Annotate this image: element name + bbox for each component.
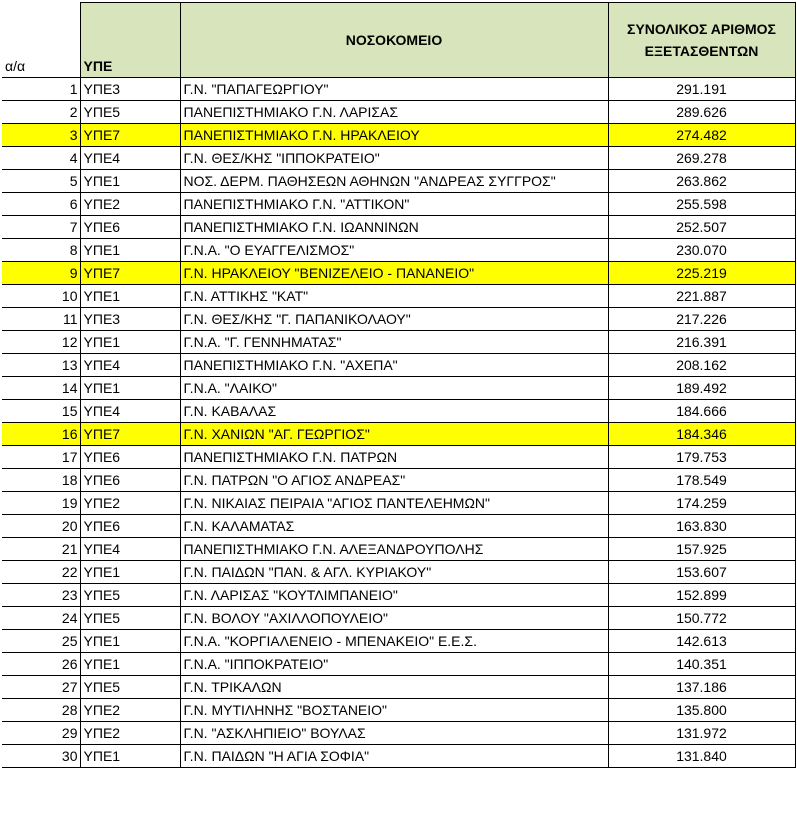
- header-total[interactable]: ΣΥΝΟΛΙΚΟΣ ΑΡΙΘΜΟΣ ΕΞΕΤΑΣΘΕΝΤΩΝ: [608, 3, 795, 78]
- row-index-cell[interactable]: 5: [2, 170, 80, 193]
- table-row: [2, 377, 795, 400]
- row-ype-cell[interactable]: ΥΠΕ5: [80, 607, 180, 630]
- row-hospital-cell[interactable]: Γ.Ν. ΠΑΙΔΩΝ "Η ΑΓΙΑ ΣΟΦΙΑ": [180, 745, 608, 768]
- row-index-cell[interactable]: 3: [2, 124, 80, 147]
- row-ype-cell[interactable]: ΥΠΕ3: [80, 308, 180, 331]
- table-row: [2, 354, 795, 377]
- row-hospital-cell[interactable]: Γ.Ν. ΒΟΛΟΥ "ΑΧΙΛΛΟΠΟΥΛΕΙΟ": [180, 607, 608, 630]
- row-index-cell[interactable]: 15: [2, 400, 80, 423]
- row-hospital-cell[interactable]: Γ.Ν. ΤΡΙΚΑΛΩΝ: [180, 676, 608, 699]
- row-index-cell[interactable]: 30: [2, 745, 80, 768]
- row-total-cell[interactable]: 252.507: [608, 216, 795, 239]
- row-hospital-cell[interactable]: Γ.Ν. ΚΑΒΑΛΑΣ: [180, 400, 608, 423]
- table-row: [2, 699, 795, 722]
- table-row: [2, 285, 795, 308]
- header-row: [2, 3, 795, 78]
- table-row: [2, 446, 795, 469]
- row-hospital-cell[interactable]: Γ.Ν. ΧΑΝΙΩΝ "ΑΓ. ΓΕΩΡΓΙΟΣ": [180, 423, 608, 446]
- row-ype-cell[interactable]: ΥΠΕ4: [80, 147, 180, 170]
- row-index-cell[interactable]: 20: [2, 515, 80, 538]
- row-total-cell[interactable]: 255.598: [608, 193, 795, 216]
- row-total-cell[interactable]: 208.162: [608, 354, 795, 377]
- row-total-cell[interactable]: 131.840: [608, 745, 795, 768]
- row-index-cell[interactable]: 24: [2, 607, 80, 630]
- row-total-cell[interactable]: 142.613: [608, 630, 795, 653]
- row-hospital-cell[interactable]: ΠΑΝΕΠΙΣΤΗΜΙΑΚΟ Γ.Ν. "ΑΧΕΠΑ": [180, 354, 608, 377]
- row-ype-cell[interactable]: ΥΠΕ4: [80, 538, 180, 561]
- row-ype-cell[interactable]: ΥΠΕ7: [80, 124, 180, 147]
- row-ype-cell[interactable]: ΥΠΕ4: [80, 354, 180, 377]
- row-index-cell[interactable]: 26: [2, 653, 80, 676]
- row-index-cell[interactable]: 8: [2, 239, 80, 262]
- table-row: [2, 400, 795, 423]
- row-index-cell[interactable]: 11: [2, 308, 80, 331]
- row-ype-cell[interactable]: ΥΠΕ2: [80, 193, 180, 216]
- header-index[interactable]: α/α: [2, 3, 80, 78]
- row-hospital-cell[interactable]: Γ.Ν.Α. "ΛΑΙΚΟ": [180, 377, 608, 400]
- table-row: [2, 676, 795, 699]
- row-total-cell[interactable]: 263.862: [608, 170, 795, 193]
- row-index-cell[interactable]: 2: [2, 101, 80, 124]
- hospital-table: [2, 2, 796, 768]
- row-hospital-cell[interactable]: Γ.Ν.Α. "Γ. ΓΕΝΝΗΜΑΤΑΣ": [180, 331, 608, 354]
- row-total-cell[interactable]: 135.800: [608, 699, 795, 722]
- row-ype-cell[interactable]: ΥΠΕ1: [80, 745, 180, 768]
- table-row: [2, 561, 795, 584]
- header-ype[interactable]: ΥΠΕ: [80, 3, 180, 78]
- table-row: [2, 331, 795, 354]
- row-total-cell[interactable]: 184.666: [608, 400, 795, 423]
- table-row: [2, 78, 795, 101]
- row-hospital-cell[interactable]: Γ.Ν. ΘΕΣ/ΚΗΣ "ΙΠΠΟΚΡΑΤΕΙΟ": [180, 147, 608, 170]
- row-ype-cell[interactable]: ΥΠΕ1: [80, 239, 180, 262]
- row-ype-cell[interactable]: ΥΠΕ1: [80, 331, 180, 354]
- row-hospital-cell[interactable]: Γ.Ν. ΠΑΤΡΩΝ "Ο ΑΓΙΟΣ ΑΝΔΡΕΑΣ": [180, 469, 608, 492]
- table-row: [2, 124, 795, 147]
- row-total-cell[interactable]: 163.830: [608, 515, 795, 538]
- row-ype-cell[interactable]: ΥΠΕ4: [80, 400, 180, 423]
- row-ype-cell[interactable]: ΥΠΕ1: [80, 377, 180, 400]
- row-hospital-cell[interactable]: Γ.Ν. ΝΙΚΑΙΑΣ ΠΕΙΡΑΙΑ "ΑΓΙΟΣ ΠΑΝΤΕΛΕΗΜΩΝ": [180, 492, 608, 515]
- table-row: [2, 745, 795, 768]
- row-hospital-cell[interactable]: Γ.Ν. "ΠΑΠΑΓΕΩΡΓΙΟΥ": [180, 78, 608, 101]
- row-total-cell[interactable]: 152.899: [608, 584, 795, 607]
- row-ype-cell[interactable]: ΥΠΕ1: [80, 561, 180, 584]
- row-index-cell[interactable]: 18: [2, 469, 80, 492]
- row-total-cell[interactable]: 217.226: [608, 308, 795, 331]
- row-total-cell[interactable]: 189.492: [608, 377, 795, 400]
- row-ype-cell[interactable]: ΥΠΕ3: [80, 78, 180, 101]
- row-index-cell[interactable]: 9: [2, 262, 80, 285]
- row-index-cell[interactable]: 21: [2, 538, 80, 561]
- row-index-cell[interactable]: 12: [2, 331, 80, 354]
- row-index-cell[interactable]: 4: [2, 147, 80, 170]
- table-row: [2, 653, 795, 676]
- table-body: [2, 78, 795, 768]
- table-row: [2, 538, 795, 561]
- table-row: [2, 101, 795, 124]
- table-row: [2, 584, 795, 607]
- row-ype-cell[interactable]: ΥΠΕ6: [80, 216, 180, 239]
- header-hospital[interactable]: ΝΟΣΟΚΟΜΕΙΟ: [180, 3, 608, 78]
- row-index-cell[interactable]: 29: [2, 722, 80, 745]
- row-hospital-cell[interactable]: Γ.Ν. ΠΑΙΔΩΝ "ΠΑΝ. & ΑΓΛ. ΚΥΡΙΑΚΟΥ": [180, 561, 608, 584]
- row-hospital-cell[interactable]: ΠΑΝΕΠΙΣΤΗΜΙΑΚΟ Γ.Ν. ΛΑΡΙΣΑΣ: [180, 101, 608, 124]
- row-ype-cell[interactable]: ΥΠΕ1: [80, 285, 180, 308]
- row-index-cell[interactable]: 22: [2, 561, 80, 584]
- row-hospital-cell[interactable]: ΠΑΝΕΠΙΣΤΗΜΙΑΚΟ Γ.Ν. ΗΡΑΚΛΕΙΟΥ: [180, 124, 608, 147]
- row-index-cell[interactable]: 6: [2, 193, 80, 216]
- row-hospital-cell[interactable]: ΠΑΝΕΠΙΣΤΗΜΙΑΚΟ Γ.Ν. ΠΑΤΡΩΝ: [180, 446, 608, 469]
- row-ype-cell[interactable]: ΥΠΕ1: [80, 170, 180, 193]
- row-ype-cell[interactable]: ΥΠΕ1: [80, 653, 180, 676]
- row-hospital-cell[interactable]: ΠΑΝΕΠΙΣΤΗΜΙΑΚΟ Γ.Ν. ΑΛΕΞΑΝΔΡΟΥΠΟΛΗΣ: [180, 538, 608, 561]
- table-row: [2, 515, 795, 538]
- row-ype-cell[interactable]: ΥΠΕ2: [80, 492, 180, 515]
- row-total-cell[interactable]: 289.626: [608, 101, 795, 124]
- table-row: [2, 147, 795, 170]
- row-hospital-cell[interactable]: Γ.Ν. ΛΑΡΙΣΑΣ "ΚΟΥΤΛΙΜΠΑΝΕΙΟ": [180, 584, 608, 607]
- row-total-cell[interactable]: 230.070: [608, 239, 795, 262]
- row-total-cell[interactable]: 153.607: [608, 561, 795, 584]
- row-ype-cell[interactable]: ΥΠΕ6: [80, 469, 180, 492]
- row-index-cell[interactable]: 13: [2, 354, 80, 377]
- row-ype-cell[interactable]: ΥΠΕ5: [80, 101, 180, 124]
- row-hospital-cell[interactable]: ΝΟΣ. ΔΕΡΜ. ΠΑΘΗΣΕΩΝ ΑΘΗΝΩΝ "ΑΝΔΡΕΑΣ ΣΥΓΓΡΟΣ": [180, 170, 608, 193]
- row-ype-cell[interactable]: ΥΠΕ6: [80, 515, 180, 538]
- row-total-cell[interactable]: 269.278: [608, 147, 795, 170]
- row-total-cell[interactable]: 174.259: [608, 492, 795, 515]
- table-row: [2, 492, 795, 515]
- row-ype-cell[interactable]: ΥΠΕ7: [80, 423, 180, 446]
- row-ype-cell[interactable]: ΥΠΕ7: [80, 262, 180, 285]
- row-hospital-cell[interactable]: ΠΑΝΕΠΙΣΤΗΜΙΑΚΟ Γ.Ν. "ΑΤΤΙΚΟΝ": [180, 193, 608, 216]
- row-index-cell[interactable]: 28: [2, 699, 80, 722]
- row-total-cell[interactable]: 221.887: [608, 285, 795, 308]
- row-total-cell[interactable]: 274.482: [608, 124, 795, 147]
- table-row: [2, 423, 795, 446]
- row-total-cell[interactable]: 150.772: [608, 607, 795, 630]
- table-row: [2, 607, 795, 630]
- table-row: [2, 216, 795, 239]
- table-row: [2, 722, 795, 745]
- row-index-cell[interactable]: 16: [2, 423, 80, 446]
- row-hospital-cell[interactable]: Γ.Ν. ΗΡΑΚΛΕΙΟΥ "ΒΕΝΙΖΕΛΕΙΟ - ΠΑΝΑΝΕΙΟ": [180, 262, 608, 285]
- row-total-cell[interactable]: 184.346: [608, 423, 795, 446]
- row-total-cell[interactable]: 137.186: [608, 676, 795, 699]
- table-row: [2, 193, 795, 216]
- row-hospital-cell[interactable]: Γ.Ν. ΚΑΛΑΜΑΤΑΣ: [180, 515, 608, 538]
- row-hospital-cell[interactable]: Γ.Ν. ΜΥΤΙΛΗΝΗΣ "ΒΟΣΤΑΝΕΙΟ": [180, 699, 608, 722]
- table-row: [2, 239, 795, 262]
- row-total-cell[interactable]: 225.219: [608, 262, 795, 285]
- row-index-cell[interactable]: 25: [2, 630, 80, 653]
- row-ype-cell[interactable]: ΥΠΕ5: [80, 584, 180, 607]
- row-hospital-cell[interactable]: Γ.Ν. ΑΤΤΙΚΗΣ "ΚΑΤ": [180, 285, 608, 308]
- row-hospital-cell[interactable]: Γ.Ν.Α. "ΙΠΠΟΚΡΑΤΕΙΟ": [180, 653, 608, 676]
- row-index-cell[interactable]: 27: [2, 676, 80, 699]
- row-total-cell[interactable]: 131.972: [608, 722, 795, 745]
- table-row: [2, 469, 795, 492]
- row-ype-cell[interactable]: ΥΠΕ2: [80, 699, 180, 722]
- row-hospital-cell[interactable]: Γ.Ν.Α. "Ο ΕΥΑΓΓΕΛΙΣΜΟΣ": [180, 239, 608, 262]
- row-hospital-cell[interactable]: ΠΑΝΕΠΙΣΤΗΜΙΑΚΟ Γ.Ν. ΙΩΑΝΝΙΝΩΝ: [180, 216, 608, 239]
- row-total-cell[interactable]: 179.753: [608, 446, 795, 469]
- row-total-cell[interactable]: 291.191: [608, 78, 795, 101]
- table-row: [2, 630, 795, 653]
- row-ype-cell[interactable]: ΥΠΕ5: [80, 676, 180, 699]
- row-index-cell[interactable]: 7: [2, 216, 80, 239]
- row-index-cell[interactable]: 14: [2, 377, 80, 400]
- row-ype-cell[interactable]: ΥΠΕ2: [80, 722, 180, 745]
- row-total-cell[interactable]: 178.549: [608, 469, 795, 492]
- row-ype-cell[interactable]: ΥΠΕ1: [80, 630, 180, 653]
- row-total-cell[interactable]: 140.351: [608, 653, 795, 676]
- row-index-cell[interactable]: 1: [2, 78, 80, 101]
- row-index-cell[interactable]: 10: [2, 285, 80, 308]
- row-hospital-cell[interactable]: Γ.Ν. ΘΕΣ/ΚΗΣ "Γ. ΠΑΠΑΝΙΚΟΛΑΟΥ": [180, 308, 608, 331]
- row-total-cell[interactable]: 216.391: [608, 331, 795, 354]
- row-index-cell[interactable]: 19: [2, 492, 80, 515]
- row-total-cell[interactable]: 157.925: [608, 538, 795, 561]
- row-hospital-cell[interactable]: Γ.Ν. "ΑΣΚΛΗΠΙΕΙΟ" ΒΟΥΛΑΣ: [180, 722, 608, 745]
- row-index-cell[interactable]: 23: [2, 584, 80, 607]
- row-index-cell[interactable]: 17: [2, 446, 80, 469]
- row-ype-cell[interactable]: ΥΠΕ6: [80, 446, 180, 469]
- table-row: [2, 262, 795, 285]
- row-hospital-cell[interactable]: Γ.Ν.Α. "ΚΟΡΓΙΑΛΕΝΕΙΟ - ΜΠΕΝΑΚΕΙΟ" Ε.Ε.Σ.: [180, 630, 608, 653]
- table-row: [2, 170, 795, 193]
- table-row: [2, 308, 795, 331]
